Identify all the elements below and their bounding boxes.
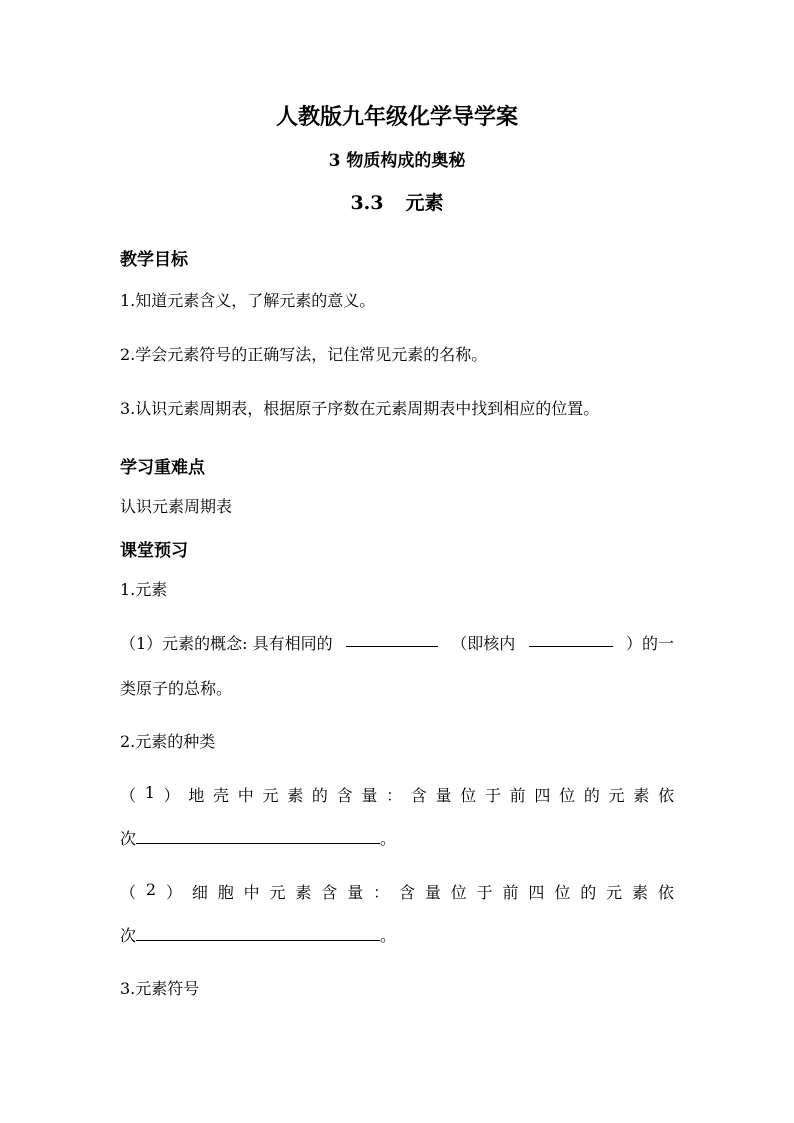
- question-char: 2: [145, 880, 157, 899]
- q2-item-1-cont-text: 次: [120, 829, 137, 848]
- question-2-title: 2.元素的种类: [120, 732, 216, 751]
- question-char: 元: [269, 883, 286, 902]
- question-char: 于: [476, 883, 493, 902]
- question-char: 元: [262, 786, 279, 805]
- question-char: 量: [347, 883, 364, 902]
- q1-text-a: （1）元素的概念: 具有相同的: [120, 634, 333, 653]
- question-char: 素: [287, 786, 304, 805]
- page-title: 人教版九年级化学导学案: [275, 104, 518, 130]
- question-char: ）: [165, 883, 182, 902]
- question-char: 前: [509, 786, 526, 805]
- period: 。: [380, 926, 397, 945]
- fill-in-blank[interactable]: [136, 925, 380, 941]
- question-char: 含: [321, 883, 338, 902]
- q1-text-b: （即核内: [451, 634, 516, 653]
- question-char: 元: [608, 786, 625, 805]
- question-char: 含: [398, 883, 415, 902]
- question-char: 前: [502, 883, 519, 902]
- question-char: 依: [657, 883, 674, 902]
- question-char: 胞: [217, 883, 234, 902]
- question-char: 的: [583, 786, 600, 805]
- objective-item: 2.学会元素符号的正确写法，记住常见元素的名称。: [120, 345, 488, 364]
- chapter-title: 3 物质构成的奥秘: [328, 151, 466, 171]
- question-char: 1: [144, 783, 155, 802]
- question-1-part-1: [120, 631, 674, 654]
- section-title: [0, 188, 794, 215]
- objectives-heading: 教学目标: [120, 250, 188, 270]
- question-char: （: [120, 786, 137, 805]
- question-char: 素: [631, 883, 648, 902]
- question-char: 的: [311, 786, 328, 805]
- question-char: 四: [534, 786, 551, 805]
- question-char: 量: [435, 786, 452, 805]
- period: 。: [380, 829, 397, 848]
- question-char: （: [120, 883, 137, 902]
- question-3-title: 3.元素符号: [120, 979, 200, 998]
- question-char: 壳: [213, 786, 230, 805]
- question-2-item-1: [120, 783, 674, 806]
- question-char: 元: [606, 883, 623, 902]
- objective-item: 1.知道元素含义，了解元素的意义。: [120, 291, 376, 310]
- question-char: 量: [424, 883, 441, 902]
- question-char: 位: [559, 786, 576, 805]
- question-2-item-1-cont: [120, 826, 396, 849]
- objective-item: 3.认识元素周期表，根据原子序数在元素周期表中找到相应的位置。: [120, 399, 600, 418]
- question-char: 依: [657, 786, 674, 805]
- fill-in-blank[interactable]: [136, 828, 380, 844]
- question-char: 四: [528, 883, 545, 902]
- question-char: 中: [243, 883, 260, 902]
- section-name: 元素: [405, 192, 444, 214]
- question-char: 含: [410, 786, 427, 805]
- question-1-title: 1.元素: [120, 580, 168, 599]
- question-char: ：: [373, 883, 390, 902]
- question-char: 中: [237, 786, 254, 805]
- question-char: 的: [580, 883, 597, 902]
- question-char: 位: [460, 786, 477, 805]
- section-number: 3.3: [350, 192, 384, 214]
- question-1-part-1-cont: 类原子的总称。: [120, 679, 233, 698]
- question-char: ）: [163, 786, 180, 805]
- q1-text-c: ）的一: [625, 634, 674, 653]
- question-char: 量: [361, 786, 378, 805]
- question-char: 细: [191, 883, 208, 902]
- fill-in-blank[interactable]: [529, 631, 613, 647]
- q2-item-2-cont-text: 次: [120, 926, 137, 945]
- key-points-text: 认识元素周期表: [120, 497, 233, 516]
- question-char: 含: [336, 786, 353, 805]
- question-2-item-2: [120, 880, 674, 903]
- question-char: 位: [450, 883, 467, 902]
- key-points-heading: 学习重难点: [120, 458, 205, 478]
- question-char: 素: [295, 883, 312, 902]
- question-char: 位: [554, 883, 571, 902]
- question-char: ：: [386, 786, 403, 805]
- preview-heading: 课堂预习: [120, 541, 188, 561]
- question-char: 素: [633, 786, 650, 805]
- question-char: 地: [188, 786, 205, 805]
- question-char: 于: [484, 786, 501, 805]
- question-2-item-2-cont: [120, 923, 396, 946]
- fill-in-blank[interactable]: [346, 631, 438, 647]
